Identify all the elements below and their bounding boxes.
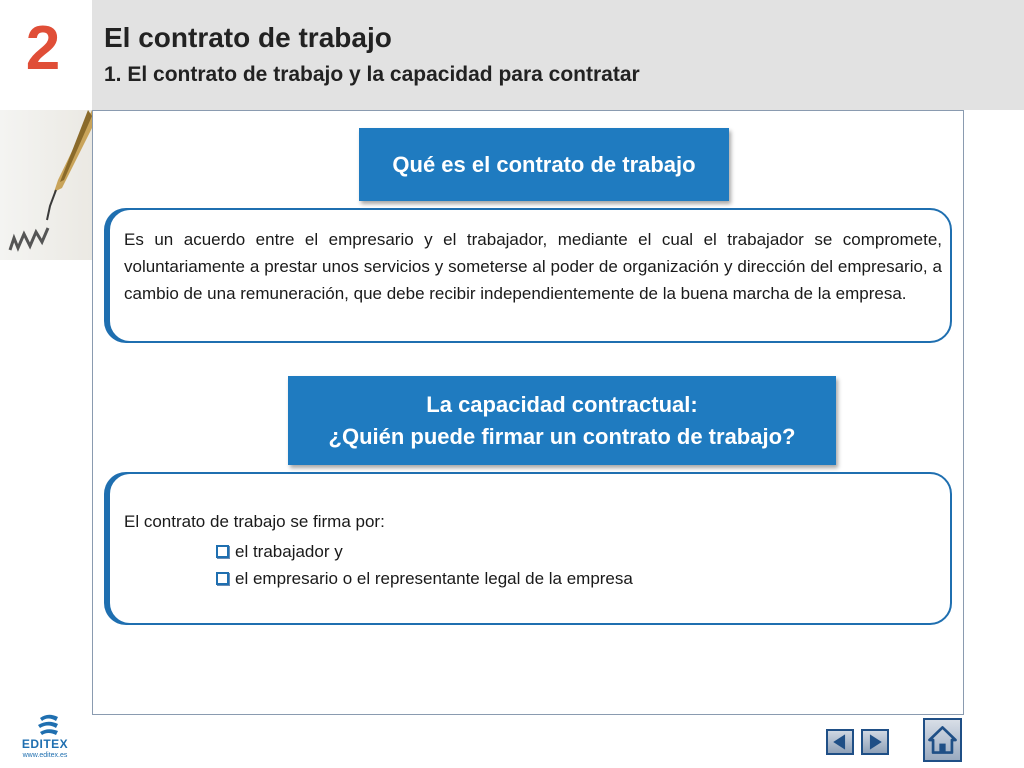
previous-slide-button[interactable] bbox=[826, 729, 854, 755]
home-button[interactable] bbox=[923, 718, 962, 762]
section-heading-line-2: ¿Quién puede firmar un contrato de trabajo? bbox=[328, 424, 796, 449]
logo-wordmark: EDITEX bbox=[21, 737, 69, 751]
triangle-right-icon bbox=[863, 731, 887, 753]
list-item-label: el empresario o el representante legal de la empresa bbox=[235, 568, 633, 588]
page-subtitle: 1. El contrato de trabajo y la capacidad para contratar bbox=[104, 63, 640, 86]
section-heading-capacidad bbox=[288, 376, 836, 465]
list-item-label: el trabajador y bbox=[235, 541, 343, 561]
checkbox-bullet-icon bbox=[216, 572, 229, 585]
triangle-left-icon bbox=[828, 731, 852, 753]
definition-card bbox=[108, 208, 952, 343]
definition-text: Es un acuerdo entre el empresario y el trabajador, mediante el cual el trabajador se compromete, voluntariamente a prestar unos servicios y someterse al poder de organización y dirección del empresario, a cambio de una remuneración, que debe recibir independientemente de la buena marcha de la empresa. bbox=[124, 230, 942, 303]
signatories-list bbox=[216, 538, 633, 592]
checkbox-bullet-icon bbox=[216, 545, 229, 558]
next-slide-button[interactable] bbox=[861, 729, 889, 755]
home-icon bbox=[925, 720, 960, 760]
header-bar bbox=[92, 0, 1024, 110]
list-item bbox=[216, 538, 633, 565]
section-heading-line-1: La capacidad contractual: bbox=[426, 392, 698, 417]
editex-logo bbox=[14, 714, 76, 760]
signatories-card bbox=[108, 472, 952, 625]
chapter-number: 2 bbox=[25, 14, 61, 83]
editex-mark-icon bbox=[36, 714, 60, 736]
chapter-number-box bbox=[0, 0, 92, 110]
page-title: El contrato de trabajo bbox=[104, 22, 392, 53]
signatories-intro: El contrato de trabajo se firma por: bbox=[124, 512, 385, 531]
list-item bbox=[216, 565, 633, 592]
section-heading-contrato: Qué es el contrato de trabajo bbox=[359, 128, 729, 201]
logo-url: www.editex.es bbox=[22, 752, 68, 759]
fountain-pen-image bbox=[0, 110, 92, 260]
